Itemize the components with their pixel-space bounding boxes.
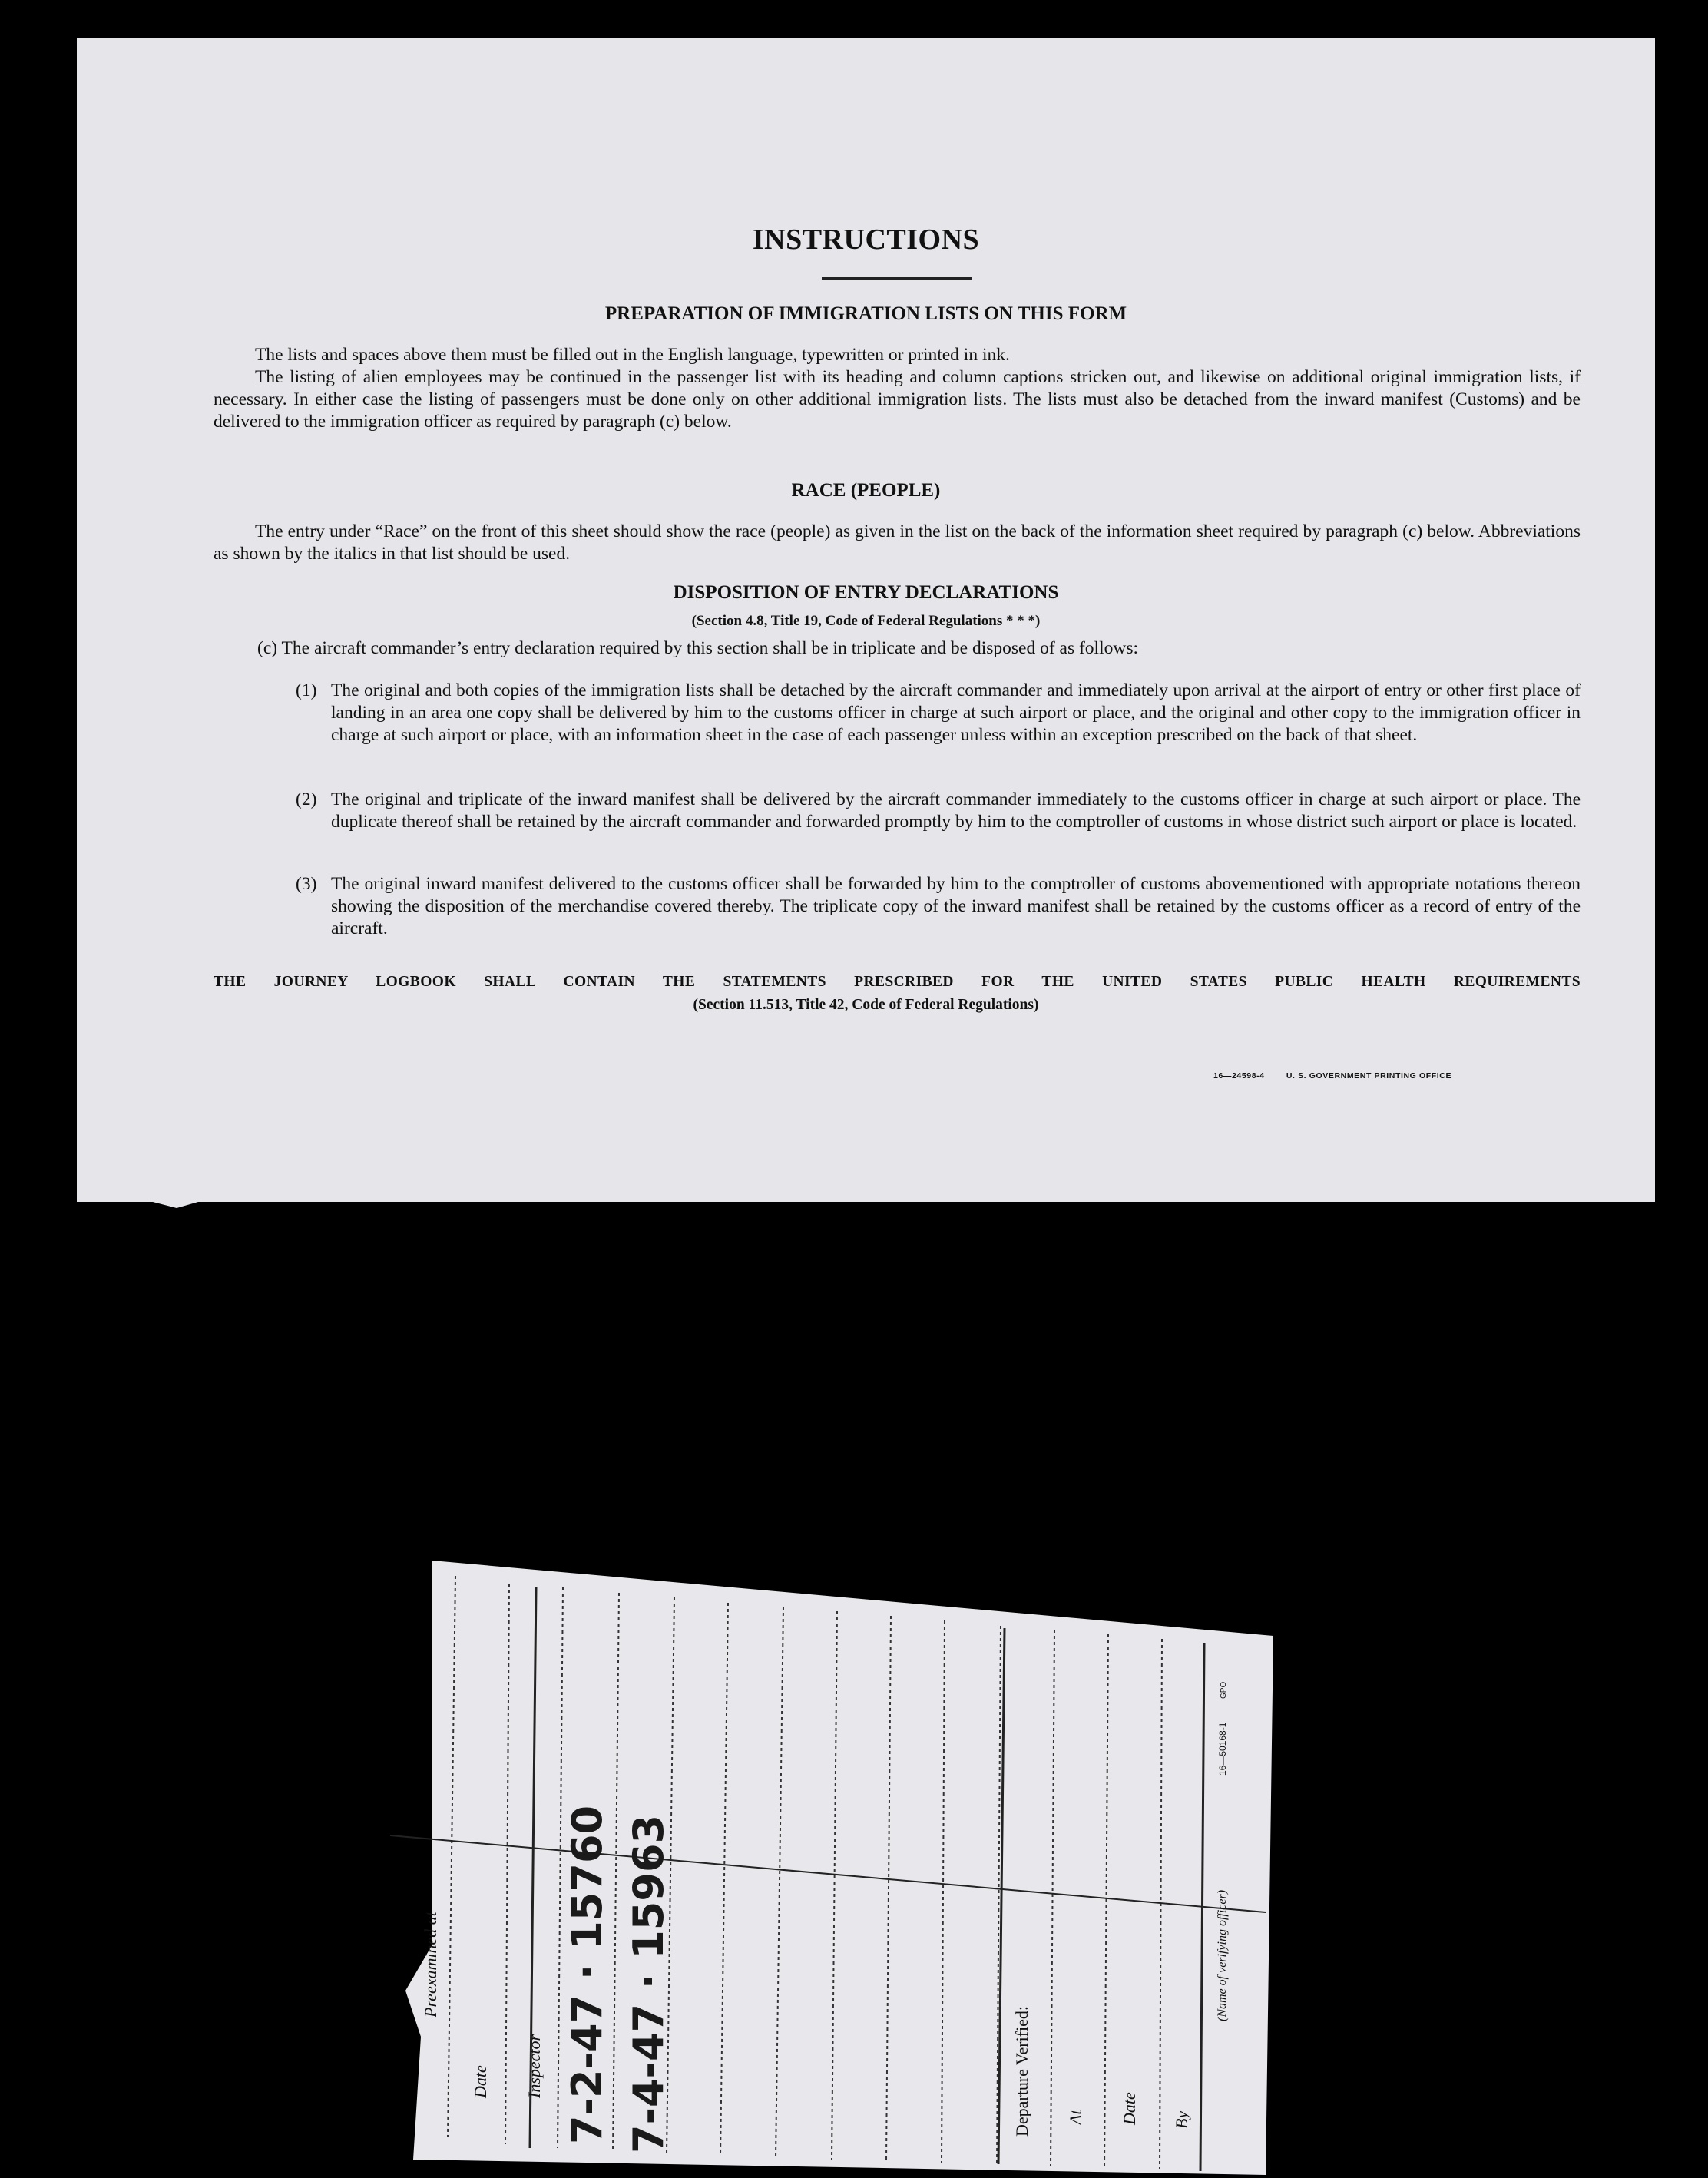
paragraph-alien-employees: The listing of alien employees may be continued in the passenger list with its heading and column captions stricken out, and likewise on additional original immigration lists, if necessary. In either case the listing of passengers must be done only on other additional immigration lists. The lists must also be detached from the inward manifest (Customs) and be delivered to the immigration officer as required by paragraph (c) below. xyxy=(214,367,1581,432)
printer-name: U. S. GOVERNMENT PRINTING OFFICE xyxy=(1286,1071,1452,1081)
paragraph-english-language: The lists and spaces above them must be filled out in the English language, typewritten or printed in ink. xyxy=(255,345,1010,365)
at-label: At xyxy=(1066,2110,1085,2125)
form-number: 16—24598-4 xyxy=(1213,1071,1265,1081)
item-number: (3) xyxy=(296,874,317,894)
date2-label: Date xyxy=(1120,2092,1139,2125)
stamp-number-2: 7-4-47 · 15963 xyxy=(624,1814,673,2153)
departure-card xyxy=(359,1561,1273,2175)
section-heading-race: RACE (PEOPLE) xyxy=(791,480,941,501)
page-title: INSTRUCTIONS xyxy=(752,223,980,256)
item-text: The original and both copies of the immigration lists shall be detached by the aircraft commander and immediately upon arrival at the airport of entry or other first place of landing in an area one copy shall be delivered by him to the customs officer in charge at such airport or place, and the original and other copy to the immigration officer in charge at such airport or place, with an information sheet in the case of each passenger unless within an exception prescribed on the back of that sheet. xyxy=(331,680,1581,745)
item-text: The original and triplicate of the inward manifest shall be delivered by the aircraft commander immediately to the customs officer in charge at such airport or place. The duplicate thereof shall be retained by the aircraft commander and forwarded promptly by him to the comptroller of customs in whose district such airport or place is located. xyxy=(331,789,1581,832)
printer-imprint xyxy=(1213,1071,1451,1081)
item-text: The original inward manifest delivered to the customs officer shall be forwarded by him to the comptroller of customs abovementioned with appropriate notations thereon showing the disposition of the merchandise covered thereby. The triplicate copy of the inward manifest shall be retained by the customs officer as a record of entry of the aircraft. xyxy=(331,874,1581,938)
departure-verified-label: Departure Verified: xyxy=(1012,2005,1031,2137)
section-subheading-regulation: (Section 4.8, Title 19, Code of Federal Regulations * * *) xyxy=(691,613,1041,629)
item-number: (1) xyxy=(296,680,317,700)
paragraph-c-intro xyxy=(257,637,1581,660)
instruction-sheet xyxy=(77,38,1655,1202)
torn-edge xyxy=(77,1171,1655,1217)
item-number: (2) xyxy=(296,789,317,809)
stamp-number-1: 7-2-47 · 15760 xyxy=(563,1805,611,2144)
paragraph-race: The entry under “Race” on the front of this sheet should show the race (people) as given in the list on the back of the information sheet required by paragraph (c) below. Abbreviations as shown by the italics in that list should be used. xyxy=(214,521,1581,564)
list-item xyxy=(296,789,1581,833)
health-requirements-line: THE JOURNEY LOGBOOK SHALL CONTAIN THE STATEMENTS PRESCRIBED FOR THE UNITED STATES PUBLIC HEALTH REQUIREMENTS xyxy=(214,974,1581,990)
section-heading-preparation: PREPARATION OF IMMIGRATION LISTS ON THIS FORM xyxy=(604,303,1127,324)
paragraph-marker: (c) xyxy=(257,638,278,658)
by-label: By xyxy=(1172,2110,1191,2129)
card-gpo-mark: GPO xyxy=(1220,1681,1228,1699)
health-requirements-subline: (Section 11.513, Title 42, Code of Federal Regulations) xyxy=(693,997,1039,1013)
inspector-label: Inspector xyxy=(525,2034,544,2098)
paragraph-text: The aircraft commander’s entry declaration required by this section shall be in triplicate and be disposed of as follows: xyxy=(281,638,1139,658)
date-label: Date xyxy=(471,2065,490,2098)
section-heading-disposition: DISPOSITION OF ENTRY DECLARATIONS xyxy=(673,582,1059,603)
verifier-caption: (Name of verifying officer) xyxy=(1216,1889,1229,2021)
list-item xyxy=(296,873,1581,940)
title-rule xyxy=(822,277,972,280)
preexamined-label: Preexamined at xyxy=(421,1912,440,2017)
card-form-number: 16—50168-1 xyxy=(1217,1722,1228,1776)
list-item xyxy=(296,680,1581,746)
